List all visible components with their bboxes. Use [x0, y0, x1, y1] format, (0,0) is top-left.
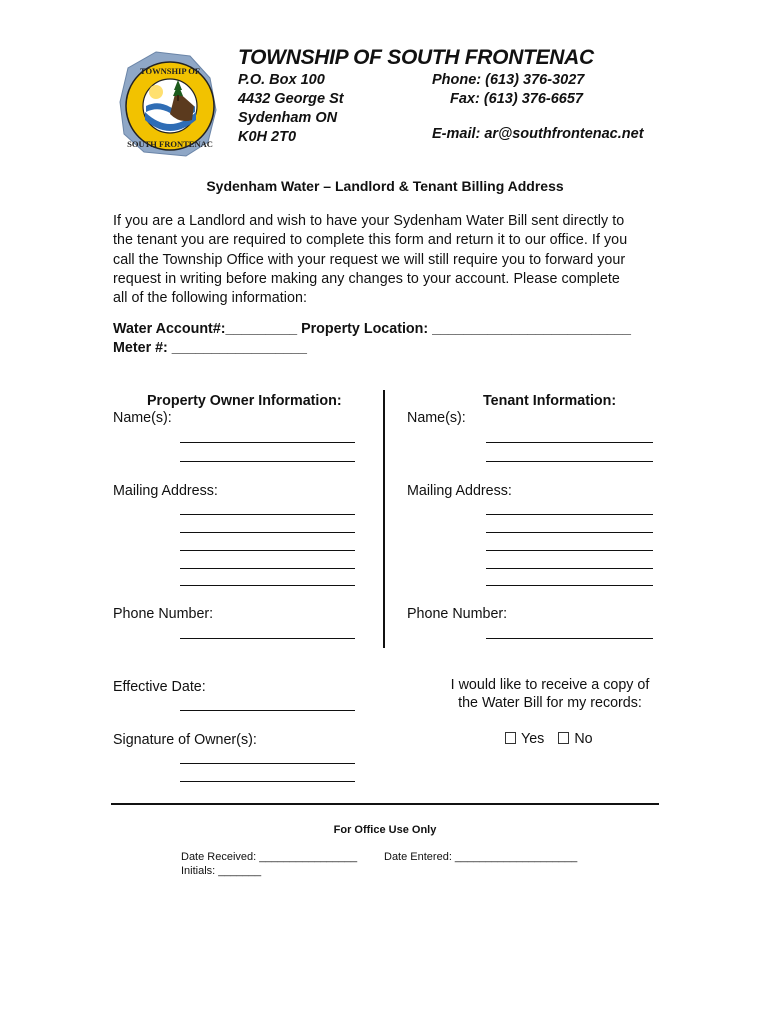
owner-name-line-1[interactable]: [180, 442, 355, 443]
no-label: No: [574, 731, 593, 747]
office-use-heading: For Office Use Only: [333, 824, 437, 836]
address-line-3: Sydenham ON: [238, 110, 338, 126]
form-title: Sydenham Water – Landlord & Tenant Billing Address: [206, 178, 564, 194]
logo-top-text: TOWNSHIP OF: [139, 66, 201, 76]
checkbox-icon: [505, 732, 516, 744]
logo-bottom-text: SOUTH FRONTENAC: [127, 139, 213, 149]
intro-line: request in writing before making any changes to your account. Please complete: [113, 270, 620, 287]
signature-line-1[interactable]: [180, 763, 355, 764]
intro-paragraph: [113, 212, 663, 308]
yes-checkbox[interactable]: [505, 731, 544, 747]
intro-line: the tenant you are required to complete this form and return it to our office. If you: [113, 232, 628, 249]
water-account-property-location-field[interactable]: Water Account#:_________ Property Location: _________________________: [113, 321, 631, 337]
owner-names-label: Name(s):: [113, 410, 172, 426]
owner-phone-line[interactable]: [180, 638, 355, 639]
owner-address-line-2[interactable]: [180, 532, 355, 533]
copy-request-line-1: I would like to receive a copy of: [450, 677, 650, 693]
date-entered-field[interactable]: Date Entered: ____________________: [384, 851, 578, 863]
owner-address-line-3[interactable]: [180, 550, 355, 551]
township-logo: [118, 50, 218, 158]
meter-number-field[interactable]: Meter #: _________________: [113, 340, 307, 356]
copy-options: [505, 731, 593, 747]
tenant-names-label: Name(s):: [407, 410, 466, 426]
tenant-heading: Tenant Information:: [483, 393, 617, 409]
no-checkbox[interactable]: [558, 731, 592, 747]
header-email: E-mail: ar@southfrontenac.net: [432, 126, 644, 142]
signature-label: Signature of Owner(s):: [113, 732, 257, 748]
tenant-name-line-1[interactable]: [486, 442, 653, 443]
intro-line: If you are a Landlord and wish to have your Sydenham Water Bill sent directly to: [113, 213, 625, 229]
address-line-4: K0H 2T0: [238, 129, 297, 145]
tenant-name-line-2[interactable]: [486, 461, 653, 462]
owner-address-line-5[interactable]: [180, 585, 355, 586]
tenant-address-line-1[interactable]: [486, 514, 653, 515]
header-title: TOWNSHIP OF SOUTH FRONTENAC: [238, 46, 594, 69]
header-fax: Fax: (613) 376-6657: [450, 91, 583, 107]
owner-name-line-2[interactable]: [180, 461, 355, 462]
owner-address-label: Mailing Address:: [113, 483, 218, 499]
tenant-phone-label: Phone Number:: [407, 606, 508, 622]
tenant-address-line-2[interactable]: [486, 532, 653, 533]
checkbox-icon: [558, 732, 569, 744]
owner-heading: Property Owner Information:: [147, 393, 342, 409]
intro-line: all of the following information:: [113, 290, 307, 307]
tenant-address-line-4[interactable]: [486, 568, 653, 569]
tenant-phone-line[interactable]: [486, 638, 653, 639]
owner-address-line-1[interactable]: [180, 514, 355, 515]
owner-phone-label: Phone Number:: [113, 606, 214, 622]
column-divider: [383, 390, 385, 648]
intro-line: call the Township Office with your request we will still require you to forward your: [113, 251, 626, 268]
address-line-2: 4432 George St: [238, 91, 344, 107]
signature-line-2[interactable]: [180, 781, 355, 782]
yes-label: Yes: [521, 731, 545, 747]
initials-field[interactable]: Initials: _______: [181, 865, 262, 877]
date-received-field[interactable]: Date Received: ________________: [181, 851, 358, 863]
effective-date-line[interactable]: [180, 710, 355, 711]
office-separator: [111, 803, 659, 805]
tenant-address-line-3[interactable]: [486, 550, 653, 551]
copy-request-line-2: the Water Bill for my records:: [458, 695, 642, 711]
tenant-address-label: Mailing Address:: [407, 483, 512, 499]
owner-address-line-4[interactable]: [180, 568, 355, 569]
header-phone: Phone: (613) 376-3027: [432, 72, 585, 88]
effective-date-label: Effective Date:: [113, 679, 206, 695]
address-line-1: P.O. Box 100: [238, 72, 325, 88]
tenant-address-line-5[interactable]: [486, 585, 653, 586]
